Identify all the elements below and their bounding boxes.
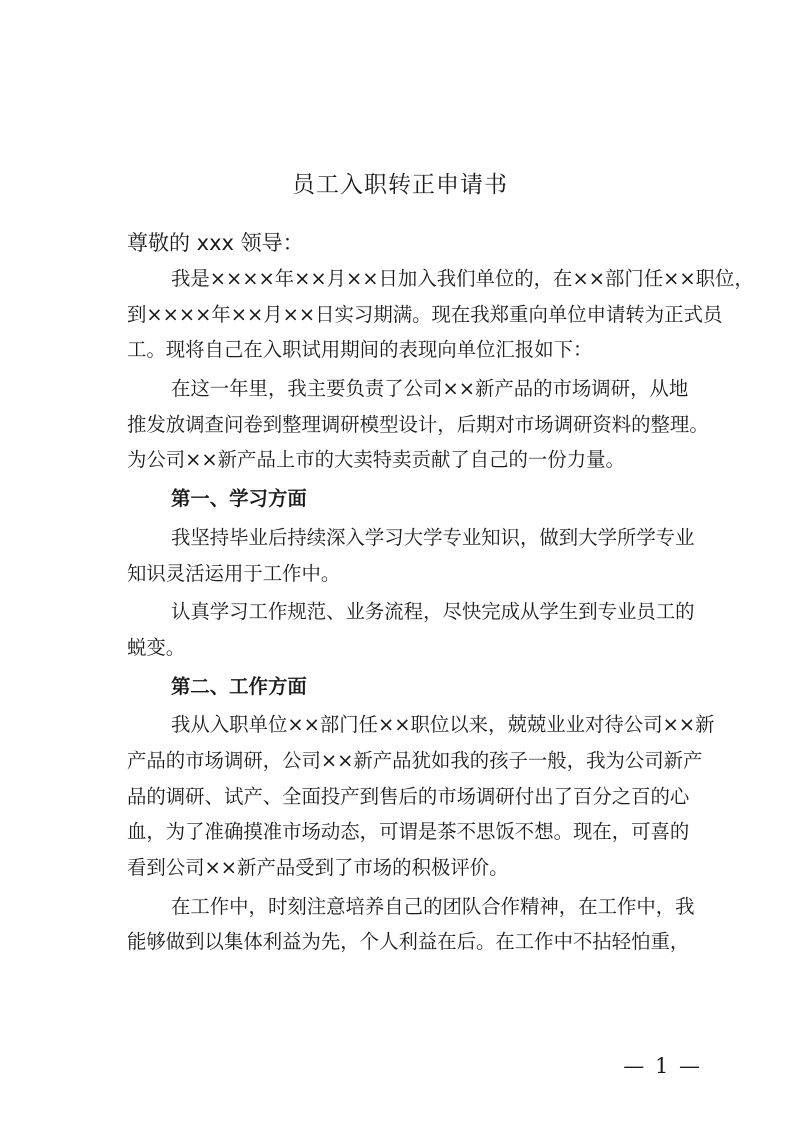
paragraph-line: 我是××××年××月××日加入我们单位的，在××部门任××职位， <box>171 267 754 290</box>
section-heading-study: 第一、学习方面 <box>171 487 307 511</box>
paragraph-line: 为公司××新产品上市的大卖特卖贡献了自己的一份力量。 <box>127 448 625 472</box>
paragraph-study-1 <box>127 520 705 591</box>
paragraph-line: 血，为了准确摸准市场动态，可谓是茶不思饭不想。现在，可喜的 <box>127 820 690 844</box>
paragraph-line: 认真学习工作规范、业务流程，尽快完成从学生到专业员工的 <box>171 600 695 624</box>
document-body <box>127 225 754 960</box>
paragraph-work-1 <box>127 707 715 885</box>
paragraph-line: 在工作中，时刻注意培养自己的团队合作精神，在工作中，我 <box>171 894 695 918</box>
paragraph-line: 我从入职单位××部门任××职位以来，兢兢业业对待公司××新 <box>171 713 715 737</box>
paragraph-line: 品的调研、试产、全面投产到售后的市场调研付出了百分之百的心 <box>127 784 690 808</box>
paragraph-study-2 <box>127 594 705 665</box>
paragraph-work-2 <box>127 889 705 960</box>
paragraph-line: 我坚持毕业后持续深入学习大学专业知识，做到大学所学专业 <box>171 525 695 549</box>
paragraph-line: 看到公司××新产品受到了市场的积极评价。 <box>127 856 509 879</box>
paragraph-line: 能够做到以集体利益为先，个人利益在后。在工作中不拈轻怕重， <box>127 930 690 954</box>
paragraph-line: 在这一年里，我主要负责了公司××新产品的市场调研，从地 <box>171 377 689 401</box>
paragraph-line: 推发放调查问卷到整理调研模型设计，后期对市场调研资料的整理。 <box>127 412 709 436</box>
paragraph-line: 蜕变。 <box>127 635 186 659</box>
paragraph-intro <box>127 261 754 368</box>
salutation: 尊敬的 xxx 领导： <box>127 231 304 255</box>
paragraph-line: 工。现将自己在入职试用期间的表现向单位汇报如下： <box>127 338 593 362</box>
page-number: — 1 — <box>623 1054 702 1078</box>
paragraph-line: 知识灵活运用于工作中。 <box>127 561 341 585</box>
paragraph-line: 到××××年××月××日实习期满。现在我郑重向单位申请转为正式员 <box>127 302 723 326</box>
section-heading-work: 第二、工作方面 <box>171 674 307 698</box>
document-title: 员工入职转正申请书 <box>292 172 508 198</box>
paragraph-line: 产品的市场调研，公司××新产品犹如我的孩子一般，我为公司新产 <box>127 748 703 772</box>
paragraph-year-summary <box>127 371 709 478</box>
